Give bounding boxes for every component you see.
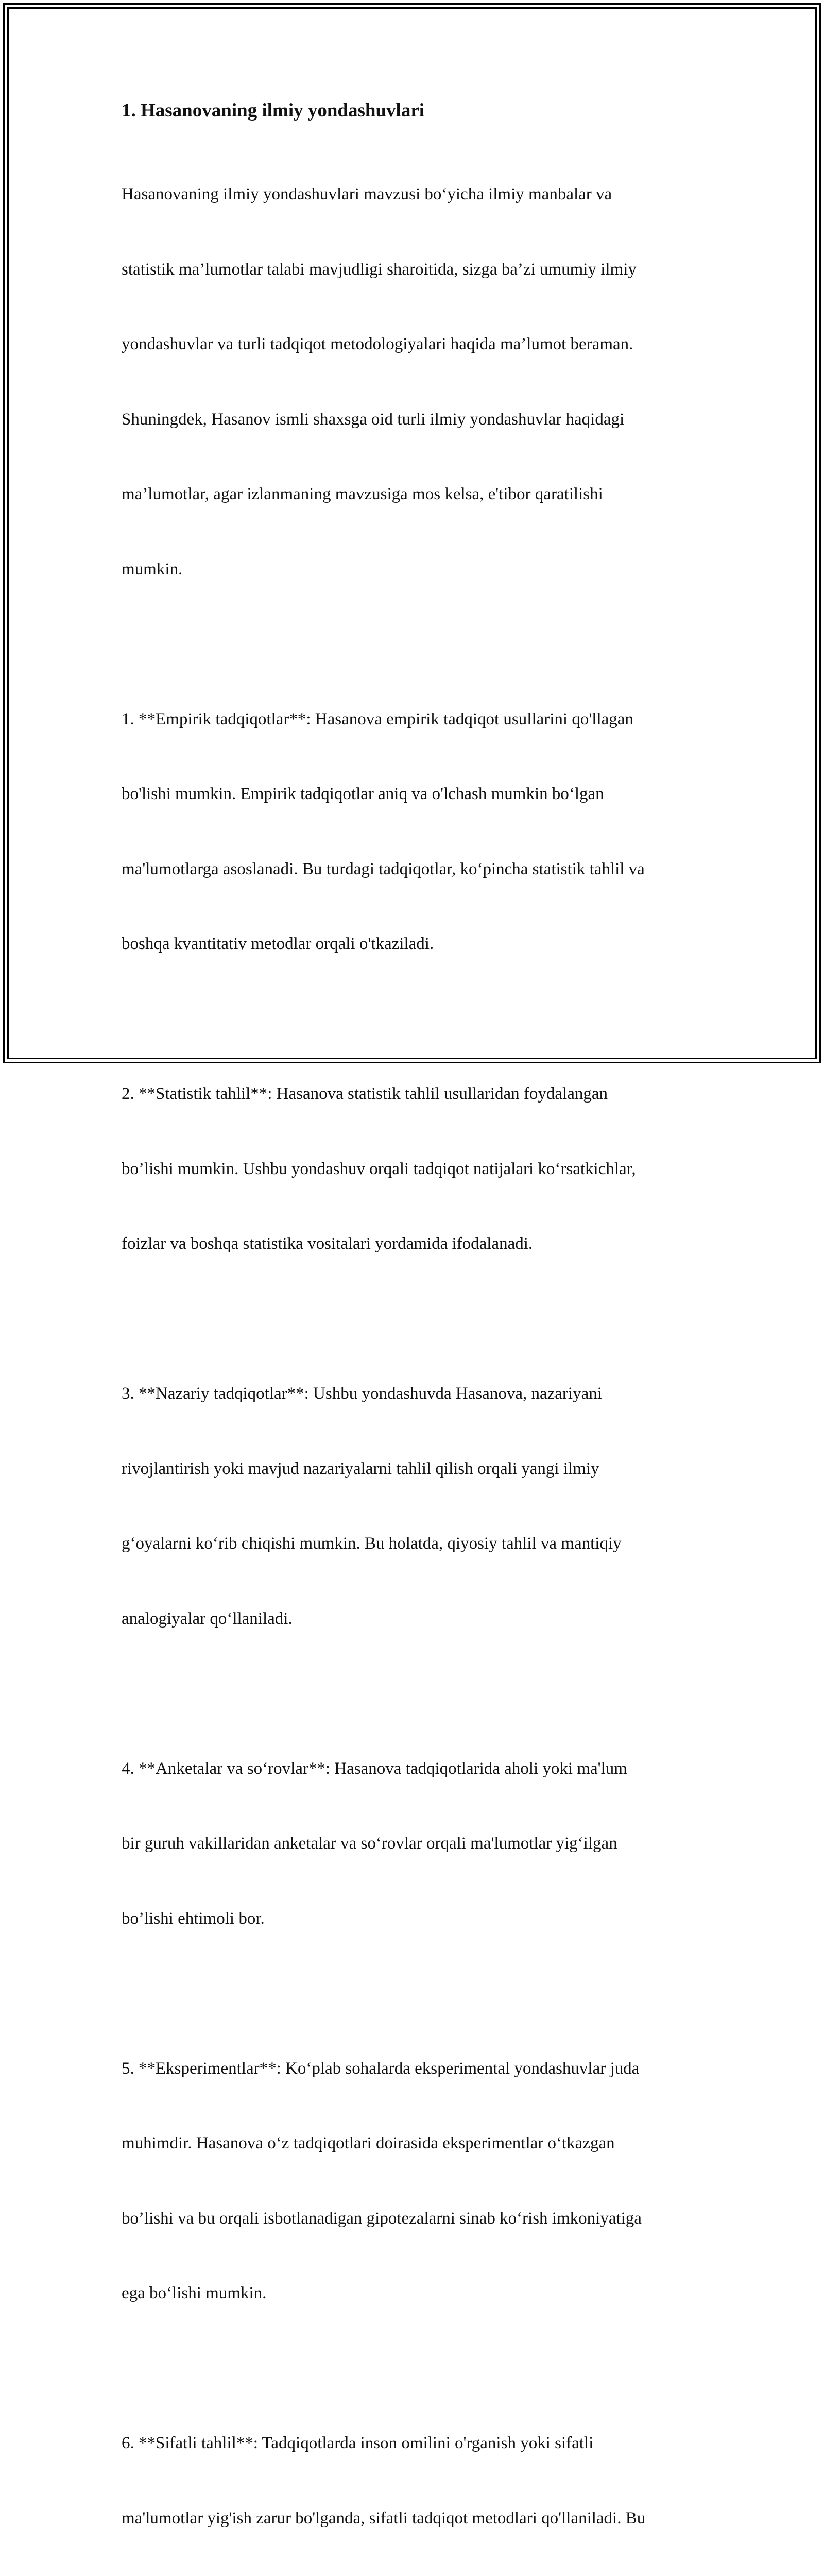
list-item-sifatli bbox=[122, 2381, 709, 2576]
paragraph-line: Hasanovaning ilmiy yondashuvlari mavzusi bo‘yicha ilmiy manbalar va bbox=[122, 185, 612, 204]
intro-paragraph bbox=[122, 132, 709, 632]
paragraph-line: ma'lumotlar yig'ish zarur bo'lganda, sifatli tadqiqot metodlari qo'llaniladi. Bu bbox=[122, 2509, 646, 2528]
paragraph-line: Shuningdek, Hasanov ismli shaxsga oid turli ilmiy yondashuvlar haqidagi bbox=[122, 410, 625, 429]
paragraph-line: boshqa kvantitativ metodlar orqali o'tkaziladi. bbox=[122, 935, 434, 953]
paragraph-line: 2. **Statistik tahlil**: Hasanova statistik tahlil usullaridan foydalangan bbox=[122, 1084, 608, 1103]
paragraph-line: mumkin. bbox=[122, 560, 183, 579]
paragraph-line: ma’lumotlar, agar izlanmaning mavzusiga mos kelsa, e'tibor qaratilishi bbox=[122, 485, 603, 503]
document-body bbox=[122, 96, 709, 2576]
paragraph-line: foizlar va boshqa statistika vositalari yordamida ifodalanadi. bbox=[122, 1234, 533, 1253]
list-item-statistik bbox=[122, 1031, 709, 1307]
paragraph-line: statistik ma’lumotlar talabi mavjudligi sharoitida, sizga ba’zi umumiy ilmiy bbox=[122, 260, 637, 279]
paragraph-line: 4. **Anketalar va so‘rovlar**: Hasanova tadqiqotlarida aholi yoki ma'lum bbox=[122, 1759, 627, 1778]
paragraph-line: bo'lishi mumkin. Empirik tadqiqotlar aniq va o'lchash mumkin bo‘lgan bbox=[122, 785, 604, 803]
paragraph-line: rivojlantirish yoki mavjud nazariyalarni tahlil qilish orqali yangi ilmiy bbox=[122, 1459, 599, 1478]
list-item-anketalar bbox=[122, 1706, 709, 1981]
paragraph-line: bir guruh vakillaridan anketalar va so‘rovlar orqali ma'lumotlar yig‘ilgan bbox=[122, 1834, 617, 1853]
paragraph-line: bo’lishi ehtimoli bor. bbox=[122, 1909, 265, 1928]
document-heading: 1. Hasanovaning ilmiy yondashuvlari bbox=[122, 100, 425, 121]
paragraph-line: bo’lishi mumkin. Ushbu yondashuv orqali tadqiqot natijalari ko‘rsatkichlar, bbox=[122, 1159, 636, 1178]
paragraph-line: bo’lishi va bu orqali isbotlanadigan gipotezalarni sinab ko‘rish imkoniyatiga bbox=[122, 2209, 642, 2228]
list-item-eksperimentlar bbox=[122, 2006, 709, 2356]
paragraph-line: ma'lumotlarga asoslanadi. Bu turdagi tadqiqotlar, ko‘pincha statistik tahlil va bbox=[122, 859, 645, 878]
paragraph-line: yondashuvlar va turli tadqiqot metodologiyalari haqida ma’lumot beraman. bbox=[122, 335, 633, 353]
paragraph-line: 6. **Sifatli tahlil**: Tadqiqotlarda inson omilini o'rganish yoki sifatli bbox=[122, 2434, 594, 2452]
paragraph-line: analogiyalar qo‘llaniladi. bbox=[122, 1609, 293, 1628]
paragraph-line: g‘oyalarni ko‘rib chiqishi mumkin. Bu holatda, qiyosiy tahlil va mantiqiy bbox=[122, 1534, 622, 1553]
paragraph-line: 5. **Eksperimentlar**: Ko‘plab sohalarda eksperimental yondashuvlar juda bbox=[122, 2059, 640, 2078]
paragraph-line: muhimdir. Hasanova o‘z tadqiqotlari doirasida eksperimentlar o‘tkazgan bbox=[122, 2134, 615, 2153]
paragraph-line: 1. **Empirik tadqiqotlar**: Hasanova empirik tadqiqot usullarini qo'llagan bbox=[122, 709, 633, 728]
paragraph-line: 3. **Nazariy tadqiqotlar**: Ushbu yondashuvda Hasanova, nazariyani bbox=[122, 1384, 602, 1403]
paragraph-line: ega bo‘lishi mumkin. bbox=[122, 2284, 267, 2302]
list-item-empirik bbox=[122, 657, 709, 1007]
list-item-nazariy bbox=[122, 1331, 709, 1681]
